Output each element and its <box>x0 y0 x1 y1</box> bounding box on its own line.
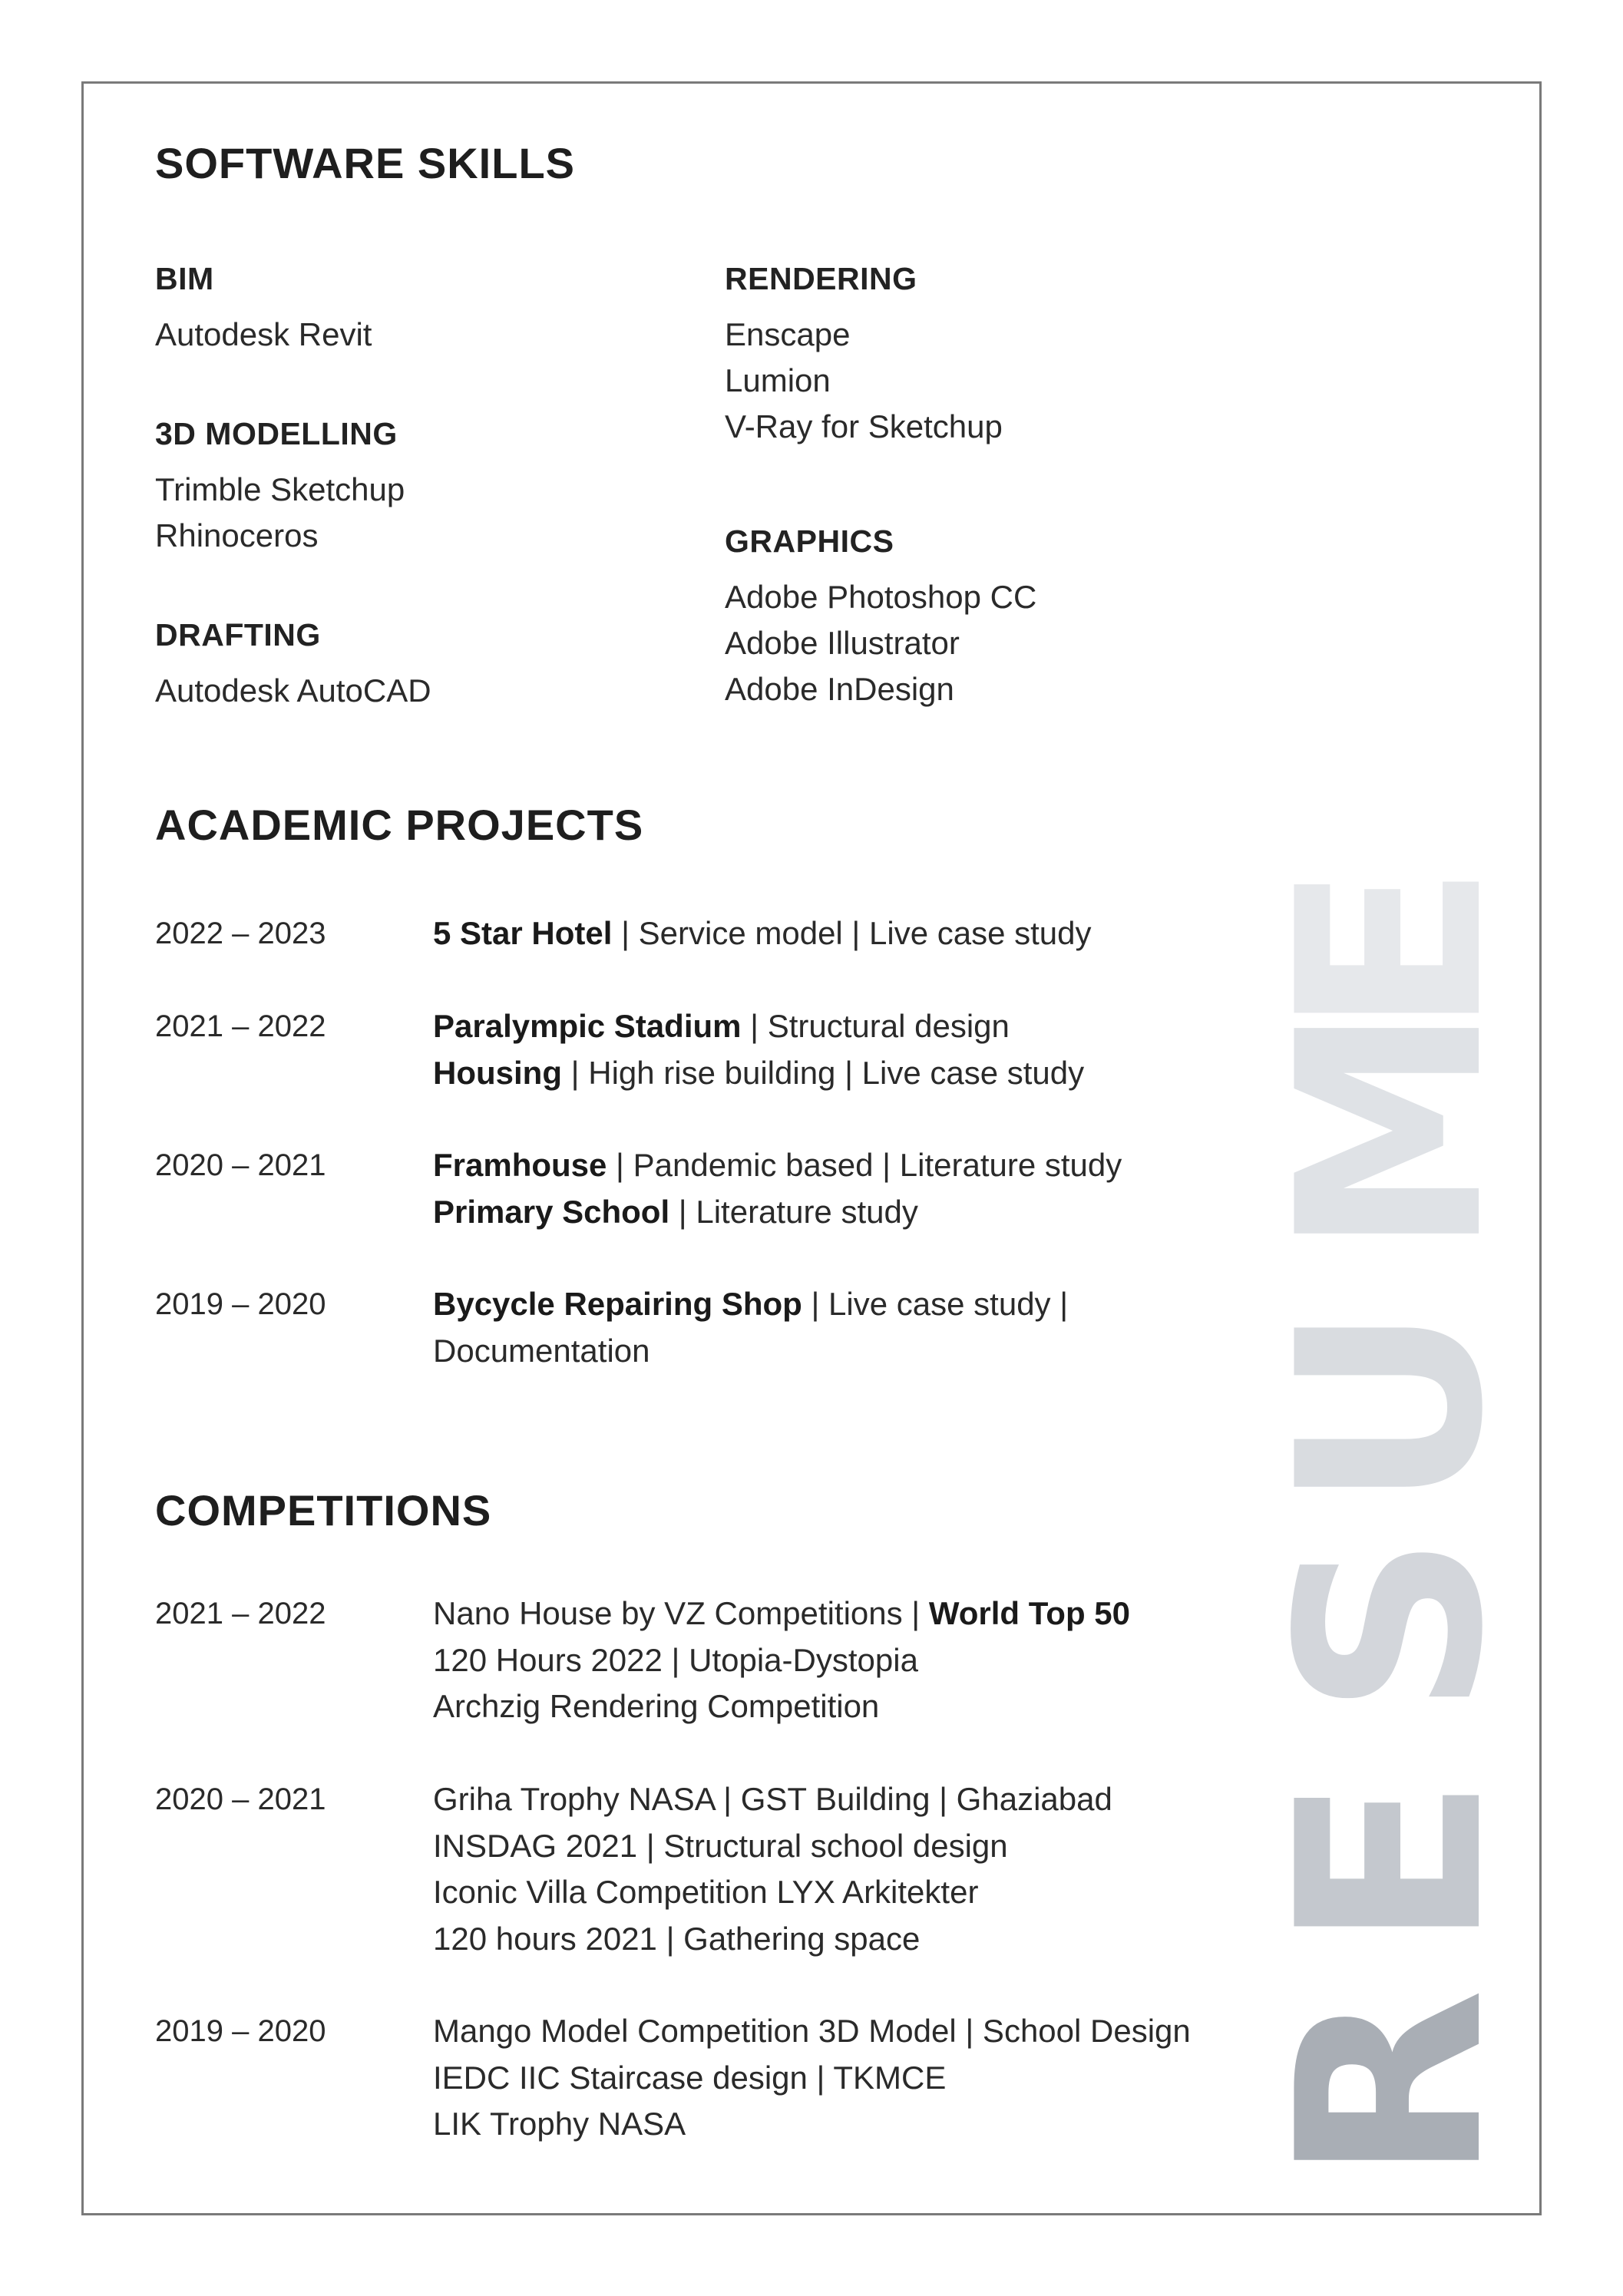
entry-lines <box>433 2008 1354 2148</box>
skill-item: Adobe InDesign <box>725 671 954 707</box>
project-details: | Live case study | <box>802 1286 1069 1322</box>
watermark-letter-e: E <box>1244 1776 1539 1950</box>
section-title-competitions: COMPETITIONS <box>155 1486 492 1535</box>
skill-item: Rhinoceros <box>155 517 319 553</box>
competition-text: Griha Trophy NASA | GST Building | Ghaziabad <box>433 1781 1112 1817</box>
resume-watermark <box>1244 823 1539 2184</box>
entry-line <box>433 1823 1354 1870</box>
skill-heading: DRAFTING <box>155 617 321 652</box>
watermark-letter-m: M <box>1244 1004 1539 1257</box>
watermark-letter-u: U <box>1244 1304 1539 1510</box>
entry-lines <box>433 1776 1354 1962</box>
competition-text: Archzig Rendering Competition <box>433 1688 880 1724</box>
skill-item: Adobe Illustrator <box>725 625 960 661</box>
project-name: Primary School <box>433 1193 670 1230</box>
project-details: Documentation <box>433 1332 650 1369</box>
entry-lines <box>433 1591 1354 1730</box>
project-name: Housing <box>433 1054 562 1091</box>
skill-group-graphics <box>725 519 1262 712</box>
project-name: 5 Star Hotel <box>433 915 613 951</box>
competition-text: Mango Model Competition 3D Model | School Design <box>433 2013 1191 2049</box>
entry-years: 2020 – 2021 <box>155 1148 326 1182</box>
entry-line <box>433 2008 1354 2055</box>
project-details: | Service model | Live case study <box>612 915 1092 951</box>
skill-item: Enscape <box>725 316 851 352</box>
entry-lines <box>433 1142 1354 1235</box>
entry-line <box>433 1003 1354 1050</box>
skill-item: Autodesk AutoCAD <box>155 672 431 709</box>
competition-text: INSDAG 2021 | Structural school design <box>433 1827 1008 1864</box>
skill-item: Trimble Sketchup <box>155 471 405 507</box>
skill-heading: RENDERING <box>725 261 917 296</box>
project-details: | Pandemic based | Literature study <box>607 1147 1122 1183</box>
skill-item: Lumion <box>725 362 831 398</box>
entry-line <box>433 1869 1354 1916</box>
competition-award: World Top 50 <box>928 1595 1130 1631</box>
skill-item: Adobe Photoshop CC <box>725 579 1037 615</box>
watermark-letter-s: S <box>1244 1534 1539 1716</box>
section-title-academic-projects: ACADEMIC PROJECTS <box>155 801 644 849</box>
entry-line <box>433 2101 1354 2148</box>
entry-line <box>433 2055 1354 2102</box>
project-details: | Literature study <box>669 1193 918 1230</box>
entry-lines <box>433 1281 1354 1374</box>
entry-line <box>433 1776 1354 1823</box>
project-name: Bycycle Repairing Shop <box>433 1286 802 1322</box>
entry-years: 2020 – 2021 <box>155 1782 326 1816</box>
project-details: | High rise building | Live case study <box>561 1054 1085 1091</box>
skill-heading: BIM <box>155 261 214 296</box>
watermark-letter-r: R <box>1244 1987 1539 2184</box>
competition-text: Nano House by VZ Competitions | <box>433 1595 929 1631</box>
entry-years: 2021 – 2022 <box>155 1009 326 1043</box>
entry-line <box>433 1916 1354 1963</box>
skill-heading: 3D MODELLING <box>155 416 398 451</box>
entry-line <box>433 1189 1354 1236</box>
skill-group-bim <box>155 256 693 358</box>
skill-item: Autodesk Revit <box>155 316 372 352</box>
competition-text: 120 Hours 2022 | Utopia-Dystopia <box>433 1641 918 1678</box>
project-details: | Structural design <box>741 1008 1010 1044</box>
entry-years: 2021 – 2022 <box>155 1597 326 1630</box>
section-title-software-skills: SOFTWARE SKILLS <box>155 139 575 187</box>
entry-years: 2022 – 2023 <box>155 917 326 950</box>
skill-group-3d-modelling <box>155 411 693 559</box>
competition-text: 120 hours 2021 | Gathering space <box>433 1920 921 1957</box>
skill-item: V-Ray for Sketchup <box>725 408 1003 444</box>
entry-line <box>433 1591 1354 1637</box>
skill-group-rendering <box>725 256 1262 450</box>
entry-line <box>433 1683 1354 1730</box>
skill-heading: GRAPHICS <box>725 524 894 559</box>
entry-line <box>433 910 1354 957</box>
entry-line <box>433 1328 1354 1375</box>
entry-line <box>433 1281 1354 1328</box>
project-name: Paralympic Stadium <box>433 1008 742 1044</box>
entry-lines <box>433 1003 1354 1096</box>
project-name: Framhouse <box>433 1147 607 1183</box>
competition-text: IEDC IIC Staircase design | TKMCE <box>433 2059 947 2096</box>
watermark-letter-e2: E <box>1244 863 1539 1036</box>
entry-line <box>433 1050 1354 1097</box>
competition-text: Iconic Villa Competition LYX Arkitekter <box>433 1874 979 1910</box>
entry-lines <box>433 910 1354 957</box>
entry-years: 2019 – 2020 <box>155 2014 326 2048</box>
entry-line <box>433 1142 1354 1189</box>
entry-years: 2019 – 2020 <box>155 1287 326 1321</box>
skill-group-drafting <box>155 613 693 714</box>
entry-line <box>433 1637 1354 1684</box>
competition-text: LIK Trophy NASA <box>433 2106 686 2142</box>
